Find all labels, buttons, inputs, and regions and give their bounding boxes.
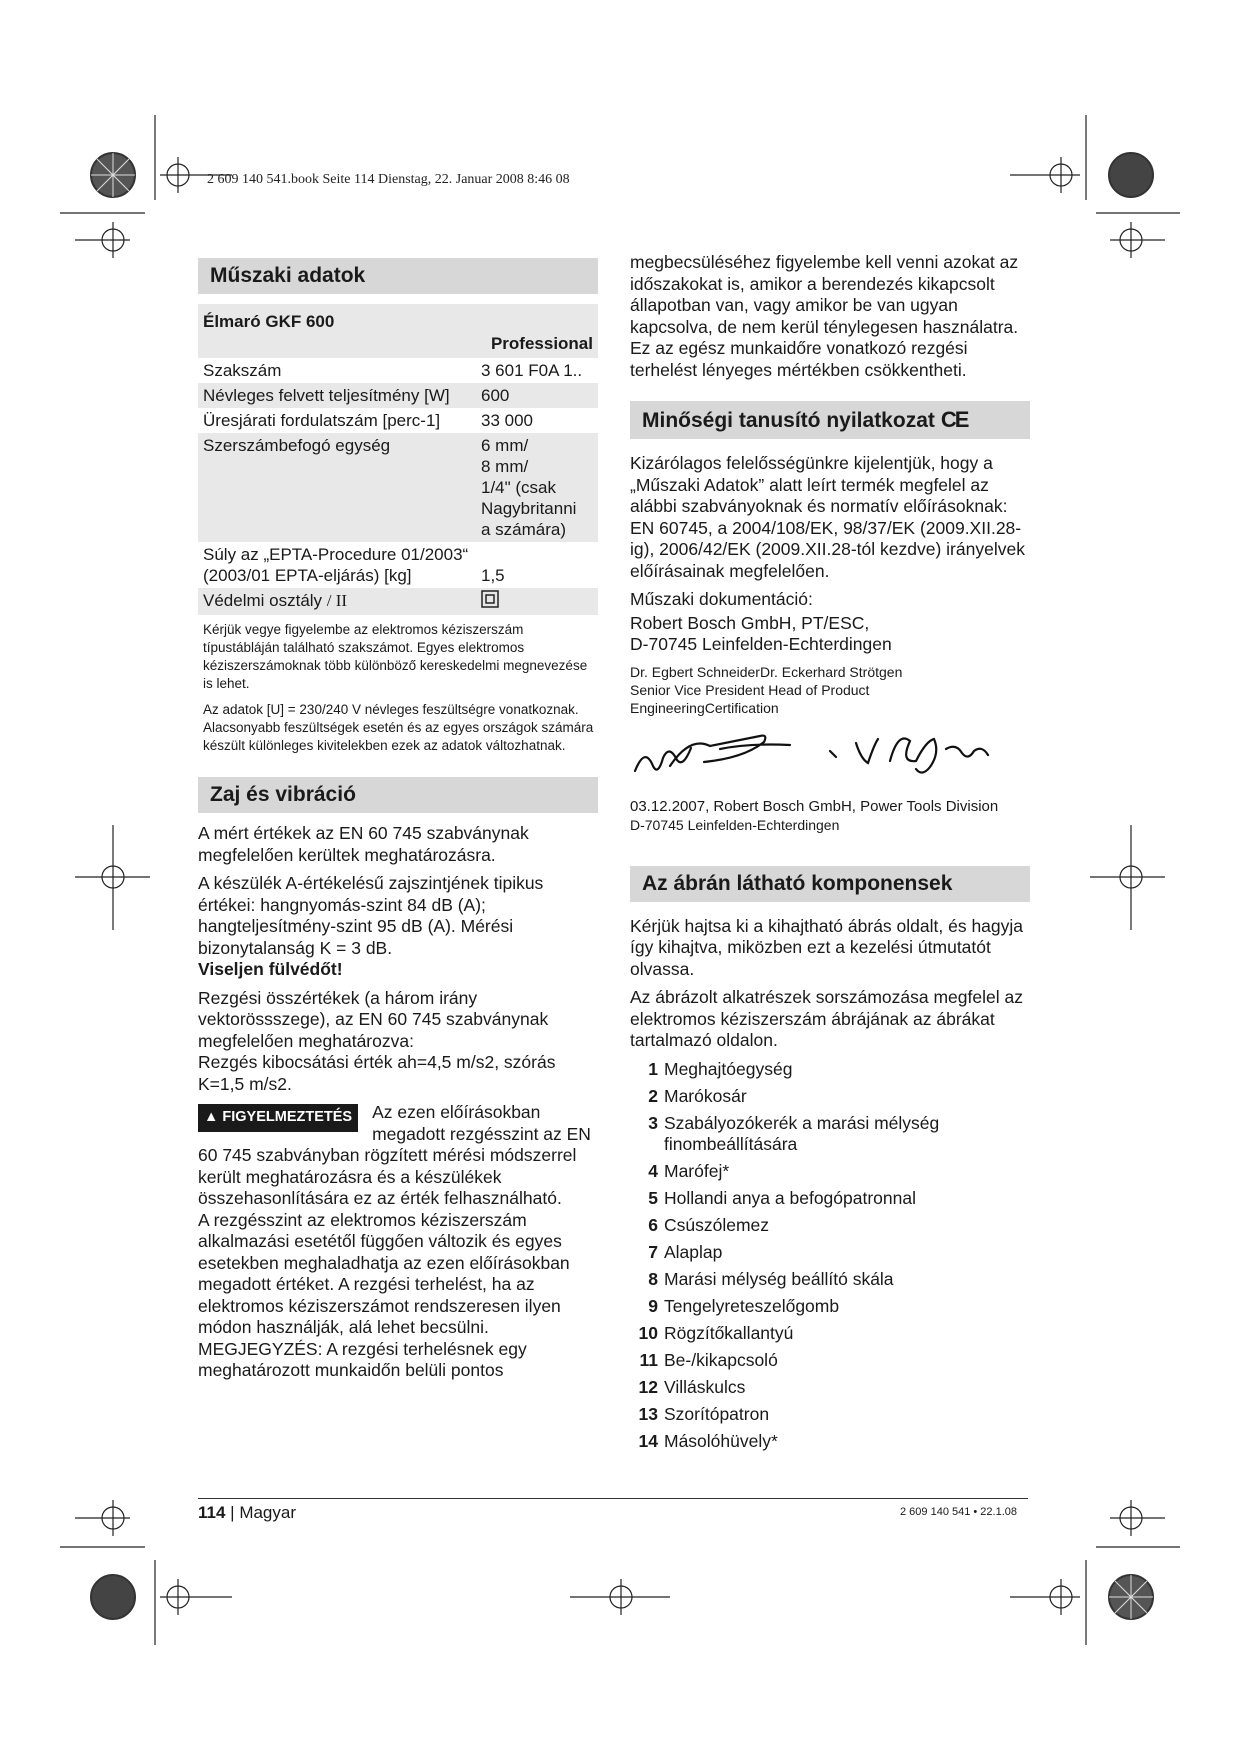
protection-class-value: / II (326, 591, 348, 610)
spec-value: 3 601 F0A 1.. (481, 361, 583, 380)
tech-doc-address: D-70745 Leinfelden-Echterdingen (630, 634, 892, 654)
table-row (198, 408, 598, 433)
noise-paragraph: A mért értékek az EN 60 745 szabványnak megfelelően kerültek meghatározásra. (198, 823, 529, 865)
spec-value: 1,5 (481, 566, 505, 585)
list-item: 14 Másolóhüvely* (638, 1430, 778, 1451)
signatures (630, 721, 1030, 791)
continued-paragraph: megbecsüléséhez figyelembe kell venni azokat az időszakokat is, amikor a berendezés kikapcsolt állapotban van, vagy amikor be van ugyan kapcsolva, de nem kerül ténylegesen használatra. Ez az egész munkaidőre vonatkozó rezgési terhelést lényeges mértékben csökkentheti. (630, 252, 1019, 380)
signature-date: 03.12.2007, Robert Bosch GmbH, Power Tools Division D-70745 Leinfelden-Echterdingen (630, 797, 999, 833)
spec-label: Szerszámbefogó egység (198, 433, 476, 542)
tech-doc-address: Robert Bosch GmbH, PT/ESC, (630, 612, 870, 633)
tech-data-heading: Műszaki adatok (198, 258, 598, 294)
spec-label: Súly az „EPTA-Procedure 01/2003“ (2003/01 EPTA-eljárás) [kg] (203, 545, 469, 585)
components-numbering: Az ábrázolt alkatrészek sorszámozása megfelel az elektromos kéziszerszám ábrájának az ábrákat tartalmazó oldalon. (630, 987, 1023, 1050)
components-heading: Az ábrán látható komponensek (630, 866, 1030, 902)
spec-value: 600 (476, 383, 598, 408)
list-item: 7 Alaplap (648, 1241, 723, 1262)
left-column (198, 258, 598, 1389)
table-row (198, 358, 598, 383)
footer-language: Magyar (239, 1503, 296, 1522)
vibration-values: Rezgés kibocsátási érték ah=4,5 m/s2, szórás K=1,5 m/s2. (198, 1052, 556, 1094)
table-row (198, 383, 598, 408)
note-voltage: Az adatok [U] = 230/240 V névleges feszültségre vonatkoznak. Alacsonyabb feszültségek esetén és az egyes országok számára készült különleges kivitelekben ezek az adatok változhatnak. (203, 702, 594, 753)
warning-icon: ▲ (204, 1109, 219, 1125)
table-row (198, 588, 598, 615)
list-item: 12 Villáskulcs (638, 1376, 746, 1397)
list-item: 4 Marófej* (648, 1160, 730, 1181)
note-paragraph: MEGJEGYZÉS: A rezgési terhelésnek egy meghatározott munkaidőn belüli pontos (198, 1338, 527, 1380)
table-row (198, 433, 598, 542)
list-item: 1 Meghajtóegység (648, 1058, 793, 1079)
noise-paragraph: A készülék A-értékelésű zajszintjének tipikus értékei: hangnyomás-szint 84 dB (A); hangteljesítmény-szint 95 dB (A). Mérési bizonytalanság K = 3 dB. (198, 873, 544, 958)
components-list (630, 1059, 1030, 1452)
list-item: 2 Marókosár (648, 1085, 747, 1106)
signatory-names: Dr. Egbert SchneiderDr. Eckerhard Strötgen Senior Vice President Head of Product EngineeringCertification (630, 663, 903, 716)
list-item: 8 Marási mélység beállító skála (648, 1268, 894, 1289)
list-item: 13 Szorítópatron (638, 1403, 770, 1424)
double-insulation-icon (476, 588, 598, 615)
conformity-paragraph: Kizárólagos felelősségünkre kijelentjük, hogy a „Műszaki Adatok” alatt leírt termék megfelel az alábbi szabványoknak és normatív előírásoknak: EN 60745, a 2004/108/EK, 98/37/EK (2009.XII.28-ig), 2006/42/EK (2009.XII.28-tól kezdve) irányelvek előírásainak megfelelően. (630, 453, 1025, 581)
right-column (630, 252, 1030, 1458)
page-footer-code: 2 609 140 541 • 22.1.08 (900, 1506, 1018, 1518)
spec-value: 6 mm/ 8 mm/ 1/4" (csak Nagybritanni a számára) (476, 433, 598, 542)
vibration-paragraph: Rezgési összértékek (a három irány vektorössszege), az EN 60 745 szabványnak megfelelően meghatározva: (198, 987, 549, 1051)
list-item: 3 Szabályozókerék a marási mélység finombeállítására (648, 1112, 940, 1154)
table-row (198, 542, 598, 588)
conformity-heading: Minőségi tanusító nyilatkozat CE (630, 401, 1030, 439)
list-item: 11 Be-/kikapcsoló (639, 1349, 778, 1370)
note-part-number: Kérjük vegye figyelembe az elektromos kéziszerszám típustábláján található szakszámot. Egyes elektromos kéziszerszámoknak több különböző kereskedelmi megnevezése is lehet. (203, 622, 588, 691)
spec-table (198, 358, 598, 615)
spec-label: Névleges felvett teljesítmény [W] (198, 383, 476, 408)
list-item: 9 Tengelyreteszelőgomb (648, 1295, 840, 1316)
ce-mark-icon: CE (940, 407, 968, 432)
footer-rule (198, 1498, 1028, 1499)
warning-text: Az ezen előírásokban megadott rezgésszint az EN 60 745 szabványban rögzített mérési módszerrel került meghatározásra és a készülékek összehasonlítására ez az érték felhasználható. (198, 1102, 591, 1208)
tech-doc-label: Műszaki dokumentáció: (630, 589, 813, 609)
components-intro: Kérjük hajtsa ki a kihajtható ábrás oldalt, és hagyja így kihajtva, miközben ezt a kezelési útmutatót olvassa. (630, 915, 1024, 979)
ear-protection-note: Viseljen fülvédőt! (198, 959, 343, 979)
spec-label: Védelmi osztály / II (198, 588, 476, 615)
noise-heading: Zaj és vibráció (198, 777, 598, 813)
page-number: 114 (198, 1503, 226, 1522)
list-item: 5 Hollandi anya a befogópatronnal (648, 1187, 916, 1208)
spec-value: 33 000 (481, 411, 533, 430)
list-item: 6 Csúszólemez (648, 1214, 770, 1235)
spec-label: Üresjárati fordulatszám [perc-1] (203, 411, 441, 430)
spec-professional: Professional (198, 334, 598, 358)
list-item: 10 Rögzítőkallantyú (638, 1322, 794, 1343)
book-slug: 2 609 140 541.book Seite 114 Dienstag, 22. Januar 2008 8:46 08 (207, 172, 570, 187)
spec-title: Élmaró GKF 600 (198, 304, 598, 334)
warning-badge: ▲ FIGYELMEZTETÉS (198, 1104, 358, 1132)
vibration-paragraph: A rezgésszint az elektromos kéziszerszám alkalmazási esetétől függően változik és egyes esetekben meghaladhatja az ezen előírásokban megadott értéket. A rezgési terhelést, ha az elektromos kéziszerszámot rendszeresen ilyen módon használják, alá lehet becsülni. (198, 1209, 570, 1337)
page-footer-left: 114 | Magyar (198, 1503, 296, 1522)
spec-label: Szakszám (203, 361, 282, 380)
warning-block (198, 1102, 598, 1210)
